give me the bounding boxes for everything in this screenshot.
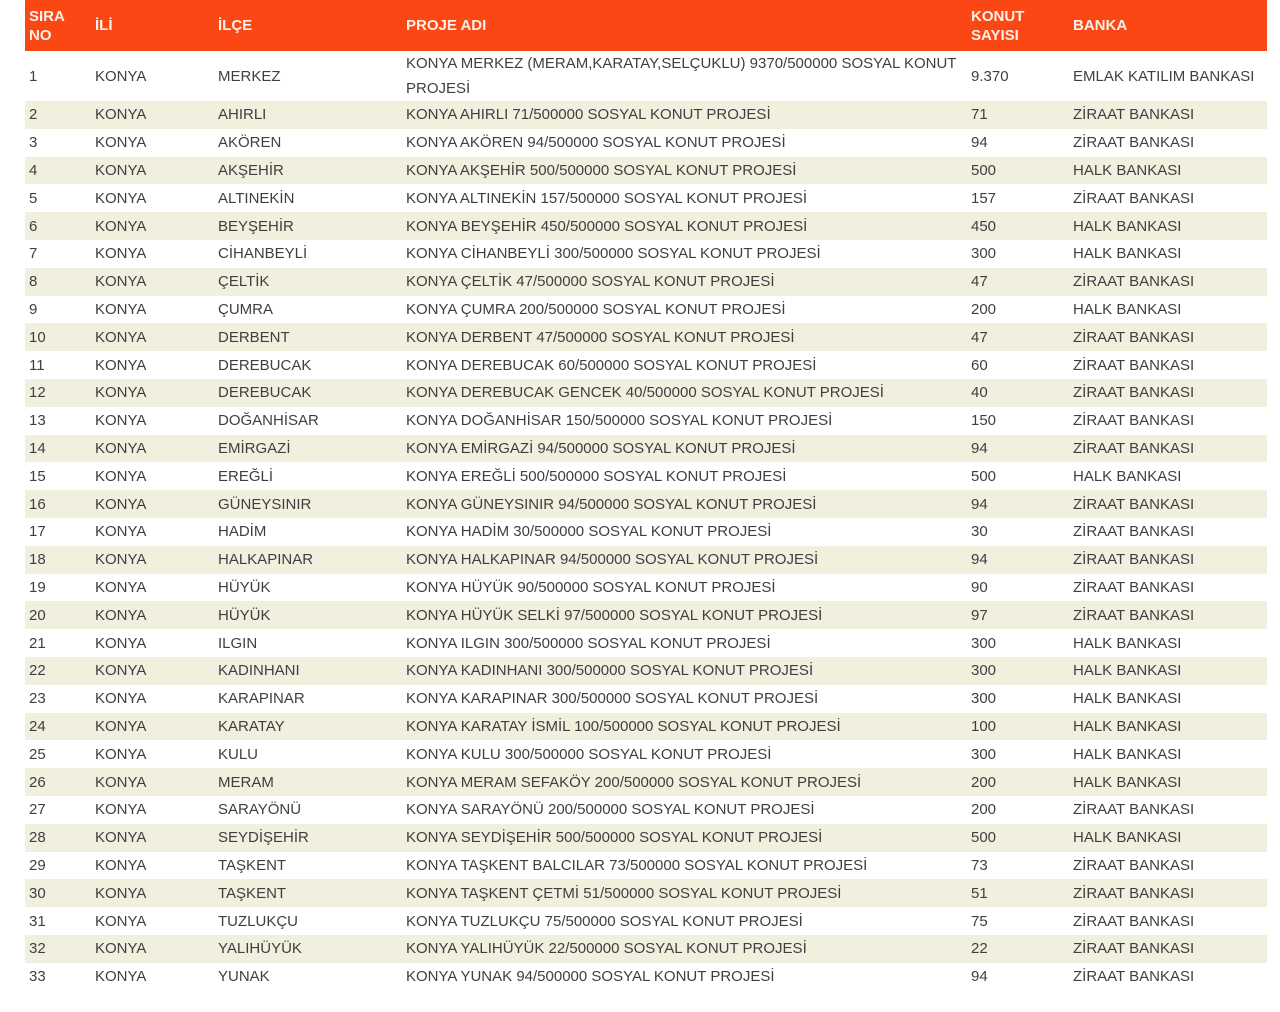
cell-banka: ZİRAAT BANKASI bbox=[1069, 852, 1267, 880]
table-row bbox=[25, 240, 1267, 268]
table-header-row bbox=[25, 0, 1267, 51]
table-row bbox=[25, 184, 1267, 212]
cell-ilce: ÇELTİK bbox=[214, 268, 402, 296]
cell-konut_sayisi: 300 bbox=[967, 740, 1069, 768]
cell-banka: ZİRAAT BANKASI bbox=[1069, 268, 1267, 296]
cell-ilce: EREĞLİ bbox=[214, 462, 402, 490]
housing-projects-table bbox=[25, 0, 1267, 991]
cell-sira_no: 25 bbox=[25, 740, 91, 768]
table-row bbox=[25, 852, 1267, 880]
cell-banka: ZİRAAT BANKASI bbox=[1069, 879, 1267, 907]
cell-banka: ZİRAAT BANKASI bbox=[1069, 963, 1267, 991]
cell-proje_adi: KONYA DEREBUCAK 60/500000 SOSYAL KONUT PROJESİ bbox=[402, 351, 967, 379]
cell-banka: HALK BANKASI bbox=[1069, 768, 1267, 796]
cell-banka: ZİRAAT BANKASI bbox=[1069, 601, 1267, 629]
cell-banka: ZİRAAT BANKASI bbox=[1069, 574, 1267, 602]
cell-sira_no: 8 bbox=[25, 268, 91, 296]
cell-ili: KONYA bbox=[91, 240, 214, 268]
cell-ili: KONYA bbox=[91, 824, 214, 852]
cell-ili: KONYA bbox=[91, 907, 214, 935]
cell-banka: ZİRAAT BANKASI bbox=[1069, 351, 1267, 379]
cell-ili: KONYA bbox=[91, 574, 214, 602]
cell-proje_adi: KONYA TAŞKENT BALCILAR 73/500000 SOSYAL KONUT PROJESİ bbox=[402, 852, 967, 880]
cell-sira_no: 21 bbox=[25, 629, 91, 657]
cell-sira_no: 1 bbox=[25, 51, 91, 101]
cell-sira_no: 11 bbox=[25, 351, 91, 379]
cell-proje_adi: KONYA ILGIN 300/500000 SOSYAL KONUT PROJESİ bbox=[402, 629, 967, 657]
cell-sira_no: 3 bbox=[25, 129, 91, 157]
cell-ili: KONYA bbox=[91, 935, 214, 963]
cell-banka: ZİRAAT BANKASI bbox=[1069, 907, 1267, 935]
cell-ilce: YUNAK bbox=[214, 963, 402, 991]
cell-proje_adi: KONYA ÇUMRA 200/500000 SOSYAL KONUT PROJESİ bbox=[402, 296, 967, 324]
table-row bbox=[25, 407, 1267, 435]
cell-proje_adi: KONYA EMİRGAZİ 94/500000 SOSYAL KONUT PROJESİ bbox=[402, 435, 967, 463]
table-row bbox=[25, 574, 1267, 602]
cell-konut_sayisi: 40 bbox=[967, 379, 1069, 407]
cell-ilce: YALIHÜYÜK bbox=[214, 935, 402, 963]
table-row bbox=[25, 740, 1267, 768]
cell-proje_adi: KONYA HÜYÜK SELKİ 97/500000 SOSYAL KONUT PROJESİ bbox=[402, 601, 967, 629]
cell-sira_no: 23 bbox=[25, 685, 91, 713]
cell-konut_sayisi: 75 bbox=[967, 907, 1069, 935]
cell-ilce: DERBENT bbox=[214, 323, 402, 351]
cell-konut_sayisi: 94 bbox=[967, 963, 1069, 991]
table-row bbox=[25, 490, 1267, 518]
cell-banka: ZİRAAT BANKASI bbox=[1069, 101, 1267, 129]
cell-sira_no: 15 bbox=[25, 462, 91, 490]
cell-sira_no: 13 bbox=[25, 407, 91, 435]
cell-banka: HALK BANKASI bbox=[1069, 462, 1267, 490]
cell-ilce: DOĞANHİSAR bbox=[214, 407, 402, 435]
cell-proje_adi: KONYA AHIRLI 71/500000 SOSYAL KONUT PROJESİ bbox=[402, 101, 967, 129]
cell-sira_no: 28 bbox=[25, 824, 91, 852]
cell-konut_sayisi: 94 bbox=[967, 490, 1069, 518]
table-row bbox=[25, 963, 1267, 991]
cell-banka: HALK BANKASI bbox=[1069, 824, 1267, 852]
cell-banka: ZİRAAT BANKASI bbox=[1069, 796, 1267, 824]
cell-konut_sayisi: 47 bbox=[967, 268, 1069, 296]
cell-banka: HALK BANKASI bbox=[1069, 157, 1267, 185]
cell-konut_sayisi: 60 bbox=[967, 351, 1069, 379]
cell-ili: KONYA bbox=[91, 51, 214, 101]
table-row bbox=[25, 685, 1267, 713]
table-row bbox=[25, 296, 1267, 324]
cell-konut_sayisi: 30 bbox=[967, 518, 1069, 546]
cell-konut_sayisi: 200 bbox=[967, 296, 1069, 324]
cell-ili: KONYA bbox=[91, 629, 214, 657]
cell-ili: KONYA bbox=[91, 462, 214, 490]
cell-konut_sayisi: 9.370 bbox=[967, 51, 1069, 101]
cell-banka: ZİRAAT BANKASI bbox=[1069, 546, 1267, 574]
table-body bbox=[25, 51, 1267, 991]
table-row bbox=[25, 129, 1267, 157]
cell-ilce: KARAPINAR bbox=[214, 685, 402, 713]
cell-proje_adi: KONYA MERKEZ (MERAM,KARATAY,SELÇUKLU) 9370/500000 SOSYAL KONUT PROJESİ bbox=[402, 51, 967, 101]
cell-banka: HALK BANKASI bbox=[1069, 713, 1267, 741]
cell-ilce: HÜYÜK bbox=[214, 574, 402, 602]
cell-proje_adi: KONYA EREĞLİ 500/500000 SOSYAL KONUT PROJESİ bbox=[402, 462, 967, 490]
cell-ili: KONYA bbox=[91, 212, 214, 240]
cell-ilce: ILGIN bbox=[214, 629, 402, 657]
column-header-proje-adi: PROJE ADI bbox=[402, 0, 967, 51]
cell-ili: KONYA bbox=[91, 685, 214, 713]
cell-konut_sayisi: 150 bbox=[967, 407, 1069, 435]
cell-ili: KONYA bbox=[91, 879, 214, 907]
cell-proje_adi: KONYA YALIHÜYÜK 22/500000 SOSYAL KONUT PROJESİ bbox=[402, 935, 967, 963]
cell-sira_no: 24 bbox=[25, 713, 91, 741]
cell-ilce: AKŞEHİR bbox=[214, 157, 402, 185]
cell-ilce: EMİRGAZİ bbox=[214, 435, 402, 463]
cell-ilce: BEYŞEHİR bbox=[214, 212, 402, 240]
cell-proje_adi: KONYA CİHANBEYLİ 300/500000 SOSYAL KONUT PROJESİ bbox=[402, 240, 967, 268]
cell-proje_adi: KONYA YUNAK 94/500000 SOSYAL KONUT PROJESİ bbox=[402, 963, 967, 991]
cell-proje_adi: KONYA AKŞEHİR 500/500000 SOSYAL KONUT PROJESİ bbox=[402, 157, 967, 185]
cell-ili: KONYA bbox=[91, 768, 214, 796]
cell-sira_no: 5 bbox=[25, 184, 91, 212]
cell-banka: ZİRAAT BANKASI bbox=[1069, 129, 1267, 157]
table-row bbox=[25, 462, 1267, 490]
cell-ilce: CİHANBEYLİ bbox=[214, 240, 402, 268]
column-header-banka: BANKA bbox=[1069, 0, 1267, 51]
cell-proje_adi: KONYA MERAM SEFAKÖY 200/500000 SOSYAL KONUT PROJESİ bbox=[402, 768, 967, 796]
cell-ili: KONYA bbox=[91, 657, 214, 685]
cell-proje_adi: KONYA AKÖREN 94/500000 SOSYAL KONUT PROJESİ bbox=[402, 129, 967, 157]
cell-proje_adi: KONYA SARAYÖNÜ 200/500000 SOSYAL KONUT PROJESİ bbox=[402, 796, 967, 824]
cell-sira_no: 17 bbox=[25, 518, 91, 546]
cell-konut_sayisi: 90 bbox=[967, 574, 1069, 602]
cell-konut_sayisi: 300 bbox=[967, 685, 1069, 713]
cell-banka: ZİRAAT BANKASI bbox=[1069, 518, 1267, 546]
cell-ilce: KULU bbox=[214, 740, 402, 768]
cell-ili: KONYA bbox=[91, 101, 214, 129]
cell-konut_sayisi: 71 bbox=[967, 101, 1069, 129]
cell-ilce: HÜYÜK bbox=[214, 601, 402, 629]
cell-ilce: MERKEZ bbox=[214, 51, 402, 101]
cell-konut_sayisi: 200 bbox=[967, 768, 1069, 796]
table-row bbox=[25, 379, 1267, 407]
cell-konut_sayisi: 500 bbox=[967, 824, 1069, 852]
cell-ili: KONYA bbox=[91, 296, 214, 324]
cell-banka: ZİRAAT BANKASI bbox=[1069, 323, 1267, 351]
table-row bbox=[25, 824, 1267, 852]
cell-sira_no: 19 bbox=[25, 574, 91, 602]
cell-ilce: ÇUMRA bbox=[214, 296, 402, 324]
cell-ilce: TAŞKENT bbox=[214, 879, 402, 907]
table-row bbox=[25, 768, 1267, 796]
table-row bbox=[25, 518, 1267, 546]
cell-ilce: AHIRLI bbox=[214, 101, 402, 129]
cell-sira_no: 9 bbox=[25, 296, 91, 324]
table-row bbox=[25, 51, 1267, 101]
table-row bbox=[25, 657, 1267, 685]
cell-sira_no: 22 bbox=[25, 657, 91, 685]
cell-ili: KONYA bbox=[91, 129, 214, 157]
column-header-konut-sayisi: KONUT SAYISI bbox=[967, 0, 1069, 51]
cell-proje_adi: KONYA DOĞANHİSAR 150/500000 SOSYAL KONUT PROJESİ bbox=[402, 407, 967, 435]
cell-ilce: DEREBUCAK bbox=[214, 379, 402, 407]
cell-banka: ZİRAAT BANKASI bbox=[1069, 379, 1267, 407]
cell-sira_no: 12 bbox=[25, 379, 91, 407]
cell-ili: KONYA bbox=[91, 546, 214, 574]
table-row bbox=[25, 212, 1267, 240]
cell-konut_sayisi: 47 bbox=[967, 323, 1069, 351]
cell-konut_sayisi: 500 bbox=[967, 157, 1069, 185]
cell-ilce: KARATAY bbox=[214, 713, 402, 741]
cell-konut_sayisi: 73 bbox=[967, 852, 1069, 880]
cell-sira_no: 18 bbox=[25, 546, 91, 574]
cell-ili: KONYA bbox=[91, 184, 214, 212]
table-row bbox=[25, 435, 1267, 463]
table-row bbox=[25, 351, 1267, 379]
cell-proje_adi: KONYA HADİM 30/500000 SOSYAL KONUT PROJESİ bbox=[402, 518, 967, 546]
table-row bbox=[25, 713, 1267, 741]
cell-sira_no: 32 bbox=[25, 935, 91, 963]
cell-proje_adi: KONYA HÜYÜK 90/500000 SOSYAL KONUT PROJESİ bbox=[402, 574, 967, 602]
cell-ilce: KADINHANI bbox=[214, 657, 402, 685]
table-row bbox=[25, 907, 1267, 935]
table-row bbox=[25, 935, 1267, 963]
cell-ili: KONYA bbox=[91, 351, 214, 379]
cell-banka: HALK BANKASI bbox=[1069, 685, 1267, 713]
cell-konut_sayisi: 157 bbox=[967, 184, 1069, 212]
cell-ili: KONYA bbox=[91, 490, 214, 518]
table-row bbox=[25, 796, 1267, 824]
cell-ilce: ALTINEKİN bbox=[214, 184, 402, 212]
cell-ili: KONYA bbox=[91, 713, 214, 741]
table-header bbox=[25, 0, 1267, 51]
cell-banka: HALK BANKASI bbox=[1069, 657, 1267, 685]
cell-sira_no: 4 bbox=[25, 157, 91, 185]
cell-ili: KONYA bbox=[91, 157, 214, 185]
cell-proje_adi: KONYA ÇELTİK 47/500000 SOSYAL KONUT PROJESİ bbox=[402, 268, 967, 296]
cell-sira_no: 26 bbox=[25, 768, 91, 796]
cell-ilce: AKÖREN bbox=[214, 129, 402, 157]
cell-ilce: GÜNEYSINIR bbox=[214, 490, 402, 518]
cell-proje_adi: KONYA KARAPINAR 300/500000 SOSYAL KONUT PROJESİ bbox=[402, 685, 967, 713]
cell-ili: KONYA bbox=[91, 963, 214, 991]
cell-sira_no: 31 bbox=[25, 907, 91, 935]
cell-ilce: HADİM bbox=[214, 518, 402, 546]
cell-sira_no: 16 bbox=[25, 490, 91, 518]
cell-banka: ZİRAAT BANKASI bbox=[1069, 407, 1267, 435]
cell-proje_adi: KONYA BEYŞEHİR 450/500000 SOSYAL KONUT PROJESİ bbox=[402, 212, 967, 240]
cell-banka: HALK BANKASI bbox=[1069, 629, 1267, 657]
cell-konut_sayisi: 51 bbox=[967, 879, 1069, 907]
cell-ilce: TAŞKENT bbox=[214, 852, 402, 880]
cell-proje_adi: KONYA TUZLUKÇU 75/500000 SOSYAL KONUT PROJESİ bbox=[402, 907, 967, 935]
cell-konut_sayisi: 94 bbox=[967, 129, 1069, 157]
cell-proje_adi: KONYA ALTINEKİN 157/500000 SOSYAL KONUT PROJESİ bbox=[402, 184, 967, 212]
cell-proje_adi: KONYA DERBENT 47/500000 SOSYAL KONUT PROJESİ bbox=[402, 323, 967, 351]
cell-ilce: MERAM bbox=[214, 768, 402, 796]
cell-ili: KONYA bbox=[91, 407, 214, 435]
cell-ilce: HALKAPINAR bbox=[214, 546, 402, 574]
column-header-ili: İLİ bbox=[91, 0, 214, 51]
column-header-ilce: İLÇE bbox=[214, 0, 402, 51]
table-row bbox=[25, 268, 1267, 296]
cell-ili: KONYA bbox=[91, 852, 214, 880]
cell-konut_sayisi: 22 bbox=[967, 935, 1069, 963]
cell-proje_adi: KONYA DEREBUCAK GENCEK 40/500000 SOSYAL KONUT PROJESİ bbox=[402, 379, 967, 407]
cell-konut_sayisi: 100 bbox=[967, 713, 1069, 741]
cell-ili: KONYA bbox=[91, 740, 214, 768]
cell-konut_sayisi: 94 bbox=[967, 546, 1069, 574]
cell-banka: ZİRAAT BANKASI bbox=[1069, 490, 1267, 518]
cell-banka: HALK BANKASI bbox=[1069, 296, 1267, 324]
cell-konut_sayisi: 300 bbox=[967, 657, 1069, 685]
cell-ili: KONYA bbox=[91, 379, 214, 407]
table-row bbox=[25, 629, 1267, 657]
cell-proje_adi: KONYA GÜNEYSINIR 94/500000 SOSYAL KONUT PROJESİ bbox=[402, 490, 967, 518]
cell-ilce: SEYDİŞEHİR bbox=[214, 824, 402, 852]
cell-sira_no: 6 bbox=[25, 212, 91, 240]
cell-konut_sayisi: 300 bbox=[967, 240, 1069, 268]
cell-sira_no: 7 bbox=[25, 240, 91, 268]
cell-sira_no: 29 bbox=[25, 852, 91, 880]
cell-sira_no: 14 bbox=[25, 435, 91, 463]
cell-konut_sayisi: 97 bbox=[967, 601, 1069, 629]
cell-sira_no: 27 bbox=[25, 796, 91, 824]
cell-proje_adi: KONYA KARATAY İSMİL 100/500000 SOSYAL KONUT PROJESİ bbox=[402, 713, 967, 741]
cell-ili: KONYA bbox=[91, 796, 214, 824]
housing-projects-table-container bbox=[25, 0, 1267, 991]
cell-ili: KONYA bbox=[91, 323, 214, 351]
cell-ili: KONYA bbox=[91, 518, 214, 546]
cell-sira_no: 30 bbox=[25, 879, 91, 907]
cell-konut_sayisi: 94 bbox=[967, 435, 1069, 463]
cell-proje_adi: KONYA TAŞKENT ÇETMİ 51/500000 SOSYAL KONUT PROJESİ bbox=[402, 879, 967, 907]
cell-sira_no: 2 bbox=[25, 101, 91, 129]
cell-banka: HALK BANKASI bbox=[1069, 212, 1267, 240]
cell-banka: ZİRAAT BANKASI bbox=[1069, 184, 1267, 212]
cell-banka: HALK BANKASI bbox=[1069, 740, 1267, 768]
cell-sira_no: 10 bbox=[25, 323, 91, 351]
table-row bbox=[25, 546, 1267, 574]
cell-sira_no: 20 bbox=[25, 601, 91, 629]
cell-proje_adi: KONYA KADINHANI 300/500000 SOSYAL KONUT PROJESİ bbox=[402, 657, 967, 685]
table-row bbox=[25, 879, 1267, 907]
cell-sira_no: 33 bbox=[25, 963, 91, 991]
cell-ili: KONYA bbox=[91, 435, 214, 463]
table-row bbox=[25, 323, 1267, 351]
cell-konut_sayisi: 500 bbox=[967, 462, 1069, 490]
table-row bbox=[25, 157, 1267, 185]
cell-ilce: SARAYÖNÜ bbox=[214, 796, 402, 824]
cell-banka: ZİRAAT BANKASI bbox=[1069, 935, 1267, 963]
cell-banka: HALK BANKASI bbox=[1069, 240, 1267, 268]
cell-ilce: DEREBUCAK bbox=[214, 351, 402, 379]
column-header-sira-no: SIRA NO bbox=[25, 0, 91, 51]
cell-proje_adi: KONYA KULU 300/500000 SOSYAL KONUT PROJESİ bbox=[402, 740, 967, 768]
table-row bbox=[25, 601, 1267, 629]
cell-banka: EMLAK KATILIM BANKASI bbox=[1069, 51, 1267, 101]
cell-proje_adi: KONYA SEYDİŞEHİR 500/500000 SOSYAL KONUT PROJESİ bbox=[402, 824, 967, 852]
cell-ili: KONYA bbox=[91, 601, 214, 629]
cell-konut_sayisi: 450 bbox=[967, 212, 1069, 240]
cell-konut_sayisi: 300 bbox=[967, 629, 1069, 657]
cell-proje_adi: KONYA HALKAPINAR 94/500000 SOSYAL KONUT PROJESİ bbox=[402, 546, 967, 574]
table-row bbox=[25, 101, 1267, 129]
cell-konut_sayisi: 200 bbox=[967, 796, 1069, 824]
cell-ilce: TUZLUKÇU bbox=[214, 907, 402, 935]
cell-ili: KONYA bbox=[91, 268, 214, 296]
cell-banka: ZİRAAT BANKASI bbox=[1069, 435, 1267, 463]
